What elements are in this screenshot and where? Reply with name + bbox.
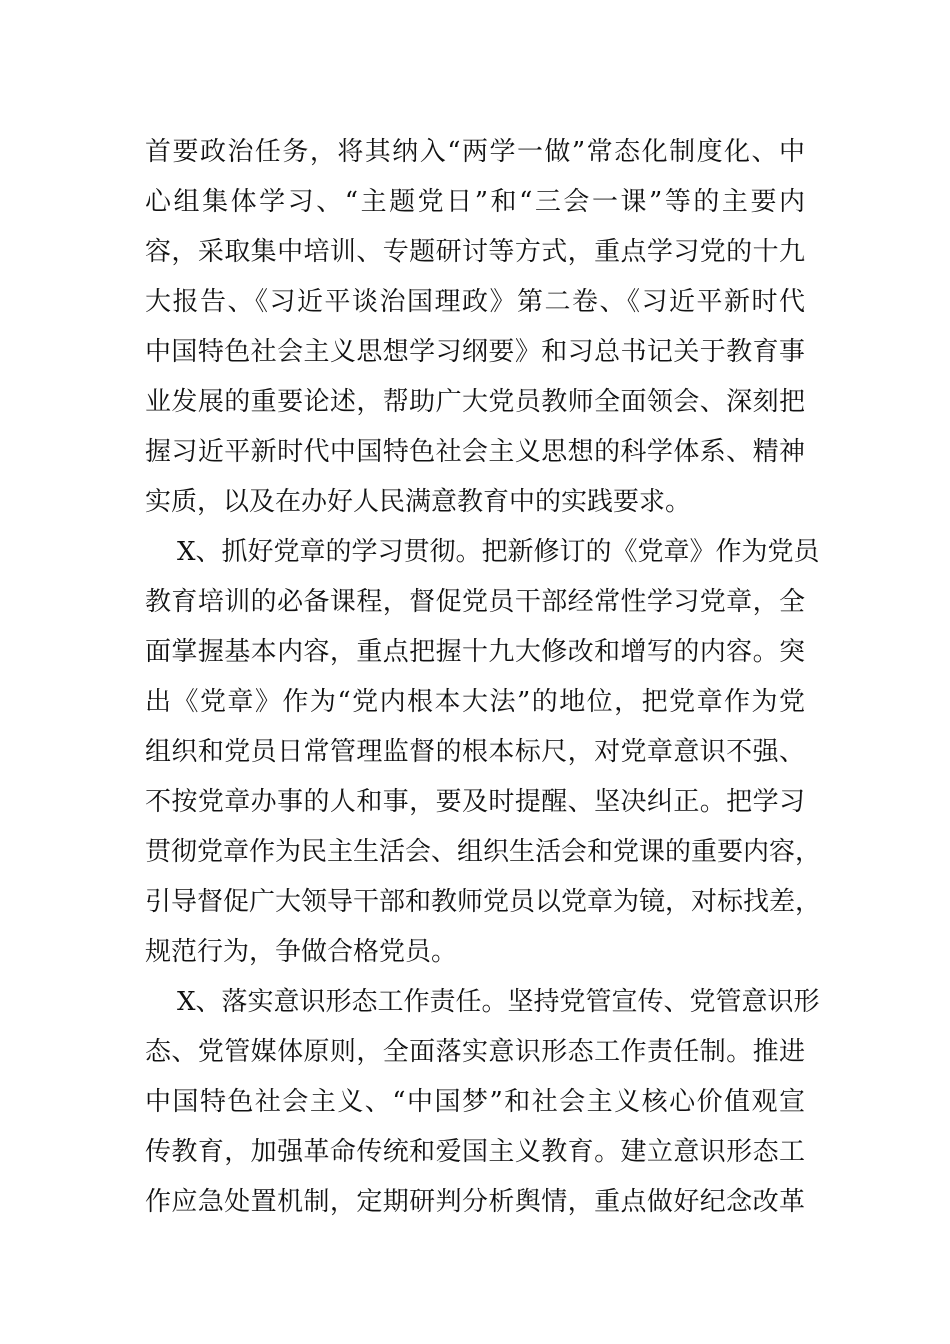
text-line: 中国特色社会主义、“中国梦”和社会主义核心价值观宣 (145, 1087, 805, 1117)
text-line: 实质，以及在办好人民满意教育中的实践要求。 (145, 487, 692, 517)
text-line: 不按党章办事的人和事，要及时提醒、坚决纠正。把学习 (145, 787, 805, 817)
text-line: 中国特色社会主义思想学习纲要》和习总书记关于教育事 (145, 337, 805, 367)
text-line: 出《党章》作为“党内根本大法”的地位，把党章作为党 (145, 687, 805, 717)
paragraph-start-line: X、抓好党章的学习贯彻。把新修订的《党章》作为党员 (177, 537, 820, 567)
text-line: 面掌握基本内容，重点把握十九大修改和增写的内容。突 (145, 637, 805, 667)
text-line: 业发展的重要论述，帮助广大党员教师全面领会、深刻把 (145, 387, 805, 417)
text-line: 引导督促广大领导干部和教师党员以党章为镜，对标找差， (145, 887, 822, 917)
text-line: 贯彻党章作为民主生活会、组织生活会和党课的重要内容， (145, 837, 822, 867)
paragraph-start-line: X、落实意识形态工作责任。坚持党管宣传、党管意识形 (177, 987, 820, 1017)
text-line: 态、党管媒体原则，全面落实意识形态工作责任制。推进 (145, 1037, 805, 1067)
text-line: 规范行为，争做合格党员。 (145, 937, 458, 967)
text-line: 大报告、《习近平谈治国理政》第二卷、《习近平新时代 (145, 287, 805, 317)
text-line: 容，采取集中培训、专题研讨等方式，重点学习党的十九 (145, 237, 805, 267)
text-line: 首要政治任务，将其纳入“两学一做”常态化制度化、中 (145, 137, 805, 167)
text-line: 心组集体学习、“主题党日”和“三会一课”等的主要内 (145, 187, 805, 217)
text-line: 作应急处置机制，定期研判分析舆情，重点做好纪念改革 (145, 1187, 805, 1217)
text-line: 握习近平新时代中国特色社会主义思想的科学体系、精神 (145, 437, 805, 467)
body-text (145, 127, 822, 1227)
text-line: 教育培训的必备课程，督促党员干部经常性学习党章，全 (145, 587, 805, 617)
text-line: 组织和党员日常管理监督的根本标尺，对党章意识不强、 (145, 737, 805, 767)
text-line: 传教育，加强革命传统和爱国主义教育。建立意识形态工 (145, 1137, 805, 1167)
